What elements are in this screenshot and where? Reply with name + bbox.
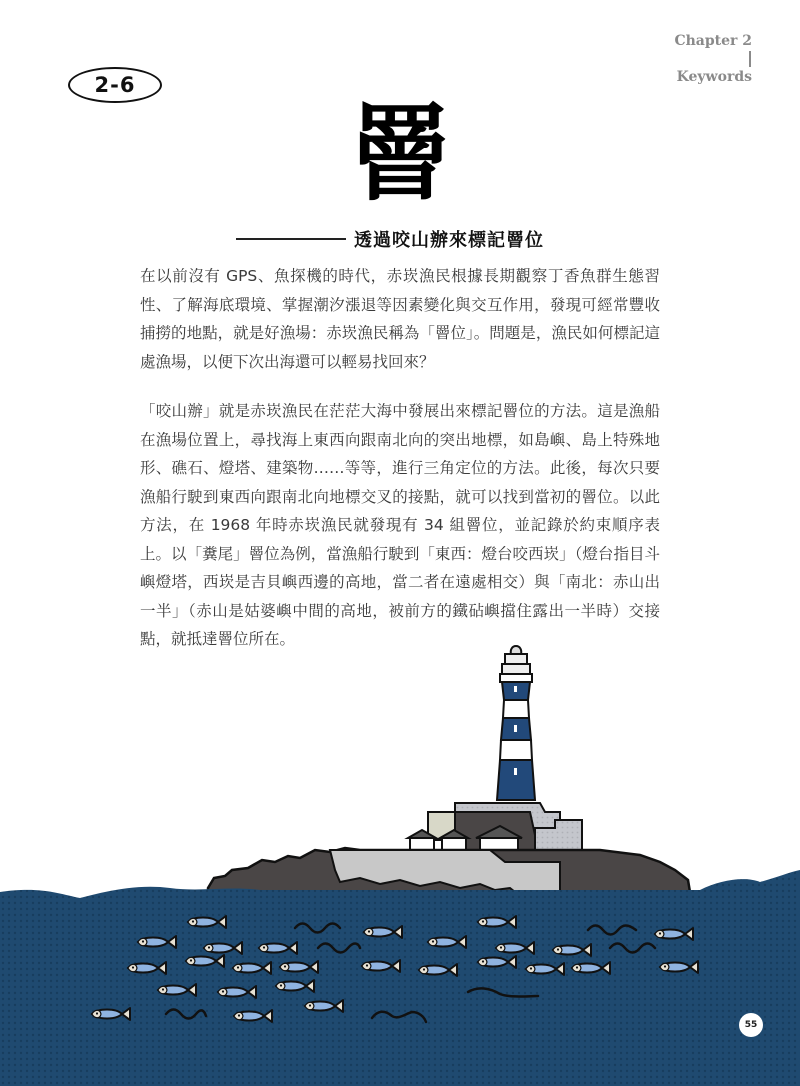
lighthouse-illustration — [0, 630, 800, 1086]
keywords-label: Keywords — [676, 69, 752, 85]
subtitle-rule — [236, 238, 346, 240]
section-number-badge: 2-6 — [68, 67, 162, 103]
page-number: 55 — [739, 1013, 763, 1037]
paragraph-1: 在以前沒有 GPS、魚探機的時代，赤崁漁民根據長期觀察丁香魚群生態習性、了解海底環境、掌握潮汐漲退等因素變化與交互作用，發現可經常豐收捕撈的地點，就是好漁場：赤崁漁民稱為「罾位」。問題是，漁民如何標記這處漁場，以便下次出海還可以輕易找回來？ — [140, 267, 660, 371]
paragraph-2: 「咬山辦」就是赤崁漁民在茫茫大海中發展出來標記罾位的方法。這是漁船在漁場位置上，尋找海上東西向跟南北向的突出地標，如島嶼、島上特殊地形、礁石、燈塔、建築物……等等，進行三角定位的方法。此後，每次只要漁船行駛到東西向跟南北向地標交叉的接點，就可以找到當初的罾位。以此方法，在 1968 年時赤崁漁民就發現有 34 組罾位，並記錄於約束順序表上。以「糞尾」罾位為例，當漁船行駛到「東西：燈台咬西崁」（燈台指目斗嶼燈塔，西崁是吉貝嶼西邊的高地，當二者在遠處相交）與「南北：赤山出一半」（赤山是姑婆嶼中間的高地，被前方的鐵砧嶼擋住露出一半時）交接點，就抵達罾位所在。 — [140, 402, 660, 648]
subtitle — [236, 226, 544, 252]
chapter-label: Chapter 2 — [674, 33, 752, 49]
chapter-tag — [674, 32, 752, 86]
lighthouse-icon — [497, 646, 535, 800]
chapter-divider — [749, 51, 751, 67]
title-character: 罾 — [347, 93, 452, 215]
subtitle-text: 透過咬山辦來標記罾位 — [354, 230, 544, 251]
sea-icon — [0, 870, 800, 1086]
island-icon — [208, 848, 690, 896]
